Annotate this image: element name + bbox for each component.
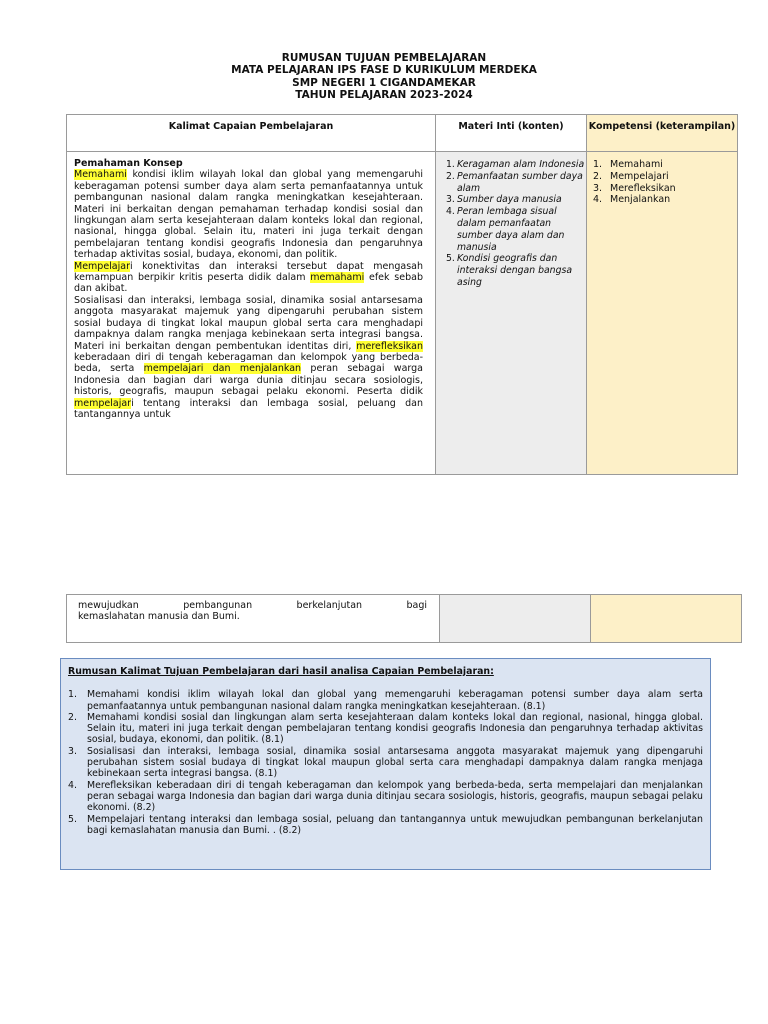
table-header-row [67,115,738,152]
kompetensi-item-text: Mempelajari [610,170,669,182]
materi-item-text: Pemanfaatan sumber daya alam [457,170,583,194]
kompetensi-item-text: Memahami [610,159,663,170]
tujuan-item-text: Sosialisasi dan interaksi, lembaga sosial, dinamika sosial antarsesama anggota masyarakat majemuk yang dipengaruhi perubahan sistem sosial budaya di tingkat lokal maupun global serta cara menghadapi dampaknya dalam rangka menjaga kebinekaan serta integrasi bangsa. (8.1) [87,745,703,780]
header-kalimat-capaian: Kalimat Capaian Pembelajaran [67,115,436,152]
tujuan-item-number: 1. [68,689,77,701]
materi-item [446,171,586,195]
kompetensi-item-number: 1. [593,159,603,170]
capaian-text-segment: i konektivitas dan interaksi tersebut dapat mengasah kemampuan berpikir kritis peserta didik dalam [74,260,423,284]
kompetensi-cell [587,152,738,475]
tujuan-item-text: Merefleksikan keberadaan diri di tengah keberagaman dan kelompok yang berbeda-beda, serta mempelajari dan menjalankan peran sebagai warga Indonesia dan bagian dari warga dunia ditinjau secara sosiologis, historis, geografis, maupun sebagai pelaku ekonomi. (8.2) [87,779,703,814]
materi-item-number: 2. [446,170,455,182]
header-year: TAHUN PELAJARAN 2023-2024 [295,89,473,102]
tujuan-item-text: Memahami kondisi iklim wilayah lokal dan global yang memengaruhi keberagaman potensi sumber daya alam serta pemanfaatannya untuk pembangunan nasional dalam rangka meningkatkan kesejahteraan. (8.1) [87,689,703,712]
highlighted-keyword: merefleksikan [356,340,423,352]
materi-item-number: 1. [446,159,455,170]
kompetensi-item [593,159,737,171]
capaian-continuation-cell [67,595,440,643]
tujuan-item [68,746,703,780]
capaian-text-segment: efek sebab dan akibat. [74,272,423,295]
kompetensi-item [593,194,737,206]
tujuan-item-number: 4. [68,779,77,791]
materi-item [446,206,586,253]
kompetensi-empty-cell [591,595,742,643]
materi-item-number: 5. [446,253,455,265]
kompetensi-item-number: 2. [593,170,603,182]
tujuan-item-number: 5. [68,813,77,825]
materi-item-number: 3. [446,194,455,206]
kompetensi-item [593,183,737,195]
capaian-text [74,169,423,420]
tujuan-item-text: Memahami kondisi sosial dan lingkungan alam serta kesejahteraan dalam konteks lokal dan regional, nasional, hingga global. Selain itu, materi ini juga terkait dengan pembelajaran tentang kondisi geografis Indonesia dan pengaruhnya terhadap aktivitas sosial, budaya, ekonomi, dan politik. (8.1) [87,711,703,746]
materi-item-text: Keragaman alam Indonesia [457,159,585,170]
materi-item-text: Peran lembaga sisual dalam pemanfaatan sumber daya alam dan manusia [457,206,565,253]
kompetensi-item-text: Merefleksikan [610,182,676,194]
tujuan-item [68,814,703,837]
materi-cell [436,152,587,475]
kompetensi-item-text: Menjalankan [610,194,671,206]
capaian-cell [67,152,436,475]
tujuan-list [68,689,703,836]
highlighted-keyword: mempelajar [74,397,132,409]
materi-item-text: Kondisi geografis dan interaksi dengan bangsa asing [457,253,573,288]
highlighted-keyword: Memahami [74,169,127,181]
tujuan-item [68,689,703,712]
header-school: SMP NEGERI 1 CIGANDAMEKAR [292,76,476,89]
materi-item-text: Sumber daya manusia [457,194,562,206]
table-row [67,152,738,475]
header-title: RUMUSAN TUJUAN PEMBELAJARAN [281,52,487,64]
tujuan-title: Rumusan Kalimat Tujuan Pembelajaran dari hasil analisa Capaian Pembelajaran: [68,666,494,677]
materi-item [446,253,586,288]
capaian-text-segment: peran sebagai warga Indonesia dan bagian dari warga dunia ditinjau secara sosiologis, historis, geografis, maupun sebagai pelaku ekonomi. Peserta didik [74,363,423,398]
highlighted-keyword: Mempelajar [74,260,130,272]
kompetensi-item [593,171,737,183]
header-subject: MATA PELAJARAN IPS FASE D KURIKULUM MERDEKA [231,64,537,77]
materi-item [446,159,586,171]
tujuan-item-number: 2. [68,711,77,723]
capaian-title: Pemahaman Konsep [74,158,183,169]
kompetensi-item-number: 3. [593,182,603,194]
capaian-table-continued [66,594,742,643]
capaian-table [66,114,738,475]
kompetensi-item-number: 4. [593,194,603,206]
tujuan-item [68,712,703,746]
materi-empty-cell [440,595,591,643]
capaian-text-segment: i tentang interaksi dan lembaga sosial, peluang dan tantangannya untuk [74,397,423,420]
continuation-line: mewujudkan pembangunan berkelanjutan bagi [78,600,427,611]
document-header [0,52,768,102]
materi-list [436,159,586,289]
highlighted-keyword: mempelajari dan menjalankan [143,363,302,375]
materi-item [446,194,586,206]
tujuan-box [60,658,711,870]
tujuan-item [68,780,703,814]
header-kompetensi: Kompetensi (keterampilan) [587,115,738,152]
materi-item-number: 4. [446,206,455,218]
tujuan-item-number: 3. [68,745,77,757]
capaian-text-segment: Sosialisasi dan interaksi, lembaga sosial, dinamika sosial antarsesama anggota masyarakat majemuk yang dipengaruhi perubahan sistem sosial budaya di tingkat lokal maupun global serta cara menghadapi dampaknya dalam rangka menjaga kebinekaan serta integrasi bangsa. Materi ini berkaitan dengan pembentukan identitas diri, [74,294,423,352]
continuation-line: kemaslahatan manusia dan Bumi. [78,611,240,623]
highlighted-keyword: memahami [310,272,365,284]
capaian-text-segment: kondisi iklim wilayah lokal dan global yang memengaruhi keberagaman potensi sumber daya alam serta pemanfaatannya untuk pembangunan nasional dalam rangka meningkatkan kesejahteraan. Materi ini berkaitan dengan pemahaman terhadap kondisi sosial dan lingkungan alam serta kesejahteraan dalam konteks lokal dan regional, nasional, hingga global. Selain itu, materi ini juga terkait dengan pembelajaran tentang kondisi geografis Indonesia dan pengaruhnya terhadap aktivitas sosial, budaya, ekonomi, dan politik. [74,169,423,261]
table-row [67,595,742,643]
kompetensi-list [587,159,737,206]
tujuan-item-text: Mempelajari tentang interaksi dan lembaga sosial, peluang dan tantangannya untuk mewujudkan pembangunan berkelanjutan bagi kemaslahatan manusia dan Bumi. . (8.2) [87,813,703,836]
capaian-text-segment: keberadaan diri di tengah keberagaman dan kelompok yang berbeda-beda, serta [74,351,423,375]
header-materi-inti: Materi Inti (konten) [436,115,587,152]
